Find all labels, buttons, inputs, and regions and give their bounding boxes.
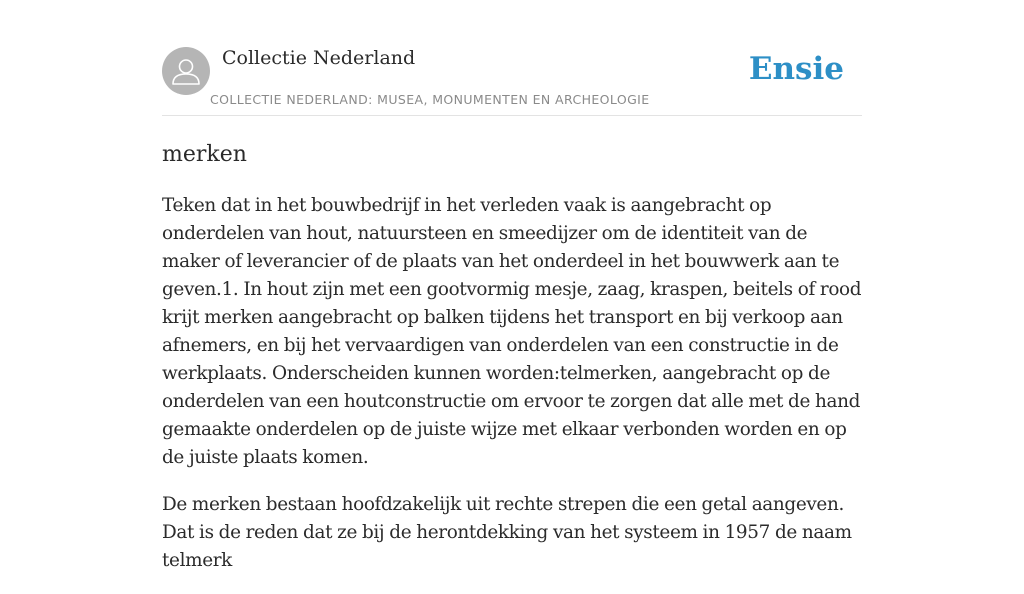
paragraph: Teken dat in het bouwbedrijf in het verleden vaak is aangebracht op onderdelen van hout, natuursteen en smeedijzer om de identiteit van de maker of leverancier of de plaats van het onderdeel in het bouwwerk aan te geven.1. In hout zijn met een gootvormig mesje, zaag, kraspen, beitels of rood krijt merken aangebracht op balken tijdens het transport en bij verkoop aan afnemers, en bij het vervaardigen van onderdelen van een constructie in de werkplaats. Onderscheiden kunnen worden:telmerken, aangebracht op de onderdelen van een houtconstructie om ervoor te zorgen dat alle met de hand gemaakte onderdelen op de juiste wijze met elkaar verbonden worden en op de juiste plaats komen. (162, 195, 862, 468)
author-name[interactable]: Collectie Nederland (222, 47, 416, 69)
paragraph: De merken bestaan hoofdzakelijk uit rechte strepen die een getal aangeven. Dat is de reden dat ze bij de herontdekking van het systeem in 1957 de naam telmerk (162, 494, 852, 571)
article-body (162, 192, 866, 594)
author-subtitle[interactable]: COLLECTIE NEDERLAND: MUSEA, MONUMENTEN EN ARCHEOLOGIE (210, 92, 650, 107)
brand-logo[interactable]: Ensie (748, 51, 844, 87)
article-title: merken (162, 142, 247, 167)
avatar[interactable] (162, 47, 210, 95)
article-header (162, 46, 862, 116)
user-icon (162, 47, 210, 95)
